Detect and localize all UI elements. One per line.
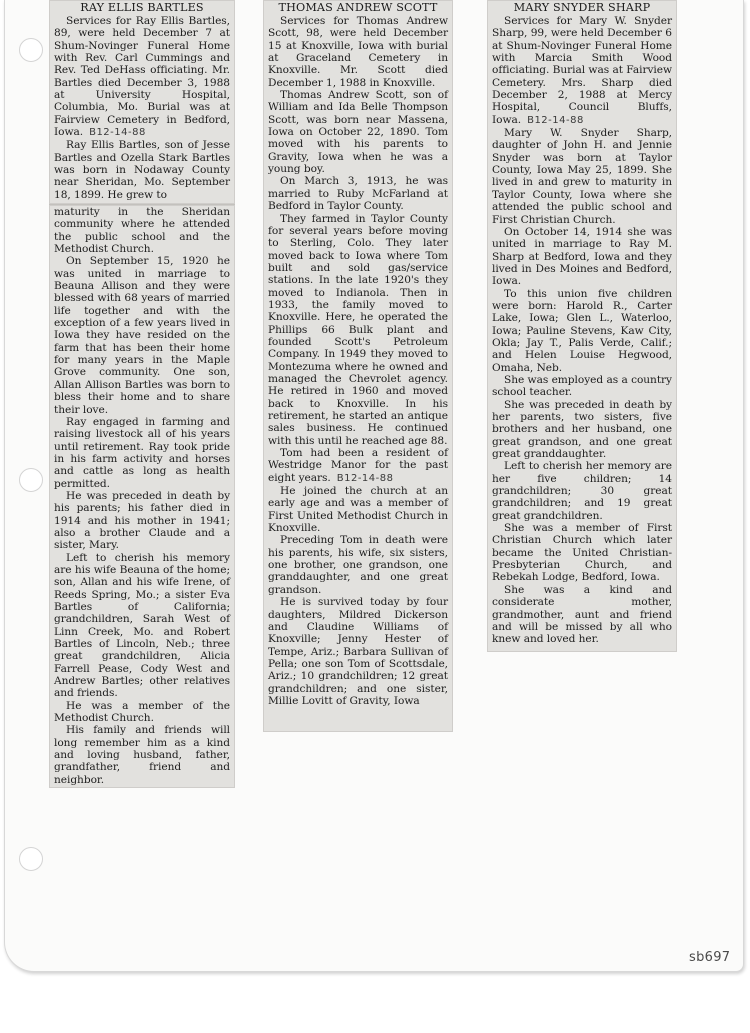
obituary-paragraph: maturity in the Sheridan community where he attended the public school and the Methodist Church. [54,206,230,256]
obituary-paragraph: He joined the church at an early age and was a member of First United Methodist Church in Knoxville. [268,485,448,535]
scrapbook-page [4,0,744,972]
obituary-paragraph: They farmed in Taylor County for several years before moving to Sterling, Colo. They later moved back to Iowa where Tom built and sold gas/service stations. In the late 1920's they moved to Indianola. Then in 1933, the family moved to Knoxville. Here, he operated the Phillips 66 Bulk plant and founded Scott's Petroleum Company. In 1949 they moved to Montezuma where he owned and managed the Chevrolet agency. He retired in 1960 and moved back to Knoxville. In his retirement, he started an antique sales business. He continued with this until he reached age 88. [268,212,448,447]
obituary-paragraph: He was preceded in death by his parents; his father died in 1914 and his mother in 1941; also a brother Claude and a sister, Mary. [54,489,230,552]
obituary-paragraph: On October 14, 1914 she was united in marriage to Ray M. Sharp at Bedford, Iowa and they lived in Des Moines and Bedford, Iowa. [492,225,672,288]
binder-hole-middle [19,468,43,492]
obituary-paragraph: To this union five children were born: Harold R., Carter Lake, Iowa; Glen L., Waterloo, Iowa; Pauline Stevens, Kaw City, Okla; Jay T., Palis Verde, Calif.; and Helen Louise Hegwood, Omaha, Neb. [492,287,672,374]
obituary-paragraph: Preceding Tom in death were his parents, his wife, six sisters, one brother, one grandson, one granddaughter, and one great grandson. [268,534,448,596]
obituary-paragraph: Left to cherish her memory are her five children; 14 grandchildren; 30 great grandchildren; and 19 great great grandchildren. [492,460,672,522]
obituary-paragraph: She was employed as a country school teacher. [492,373,672,399]
obituary-paragraph: Ray Ellis Bartles, son of Jesse Bartles and Ozella Stark Bartles was born in Nodaway County near Sheridan, Mo. September 18, 1899. He grew to [54,139,230,201]
handwritten-date: B12-14-88 [89,127,146,139]
page-number-mark: sb697 [689,950,731,965]
obituary-paragraph: He was a member of the Methodist Church. [54,699,230,725]
obituary-bartles-clipping-top [49,0,235,204]
handwritten-date: B12-14-88 [527,114,584,126]
obituary-paragraph: Tom had been a resident of Westridge Manor for the past eight years. B12-14-88 [268,447,448,484]
obituary-paragraph: She was preceded in death by her parents, two sisters, five brothers and her husband, one great grandson, and one great great granddaughter. [492,398,672,461]
obituary-paragraph: On March 3, 1913, he was married to Ruby McFarland at Bedford in Taylor County. [268,175,448,213]
binder-hole-bottom [19,847,43,871]
obituary-title: THOMAS ANDREW SCOTT [278,1,438,14]
obituary-paragraph: His family and friends will long remember him as a kind and loving husband, father, grandfather, friend and neighbor. [54,724,230,786]
obituary-paragraph: Services for Thomas Andrew Scott, 98, were held December 15 at Knoxville, Iowa with burial at Graceland Cemetery in Knoxville. Mr. Scott died December 1, 1988 in Knoxville. [268,15,448,89]
obituary-paragraph: On September 15, 1920 he was united in marriage to Beauna Allison and they were blessed with 68 years of married life together and with the exception of a few years lived in Iowa they have resided on the farm that has been their home for many years in the Maple Grove community. One son, Allan Allison Bartles was born to bless their home and to share their love. [54,255,230,416]
obituary-paragraph: Mary W. Snyder Sharp, daughter of John H. and Jennie Snyder was born at Taylor County, Iowa May 25, 1899. She lived in and grew to maturity in Taylor County, Iowa where she attended the public school and First Christian Church. [492,127,672,226]
obituary-paragraph: Services for Mary W. Snyder Sharp, 99, were held December 6 at Shum-Novinger Funeral Home with Marcia Smith Wood officiating. Burial was at Fairview Cemetery. Mrs. Sharp died December 2, 1988 at Mercy Hospital, Council Bluffs, Iowa. B12-14-88 [492,15,672,126]
obituary-paragraph: Thomas Andrew Scott, son of William and Ida Belle Thompson Scott, was born near Massena, Iowa on October 22, 1890. Tom moved with his parents to Gravity, Iowa when he was a young boy. [268,89,448,176]
obituary-paragraph: She was a member of First Christian Church which later became the United Christian-Presbyterian Church, and Rebekah Lodge, Bedford, Iowa. [492,522,672,584]
obituary-paragraph: Left to cherish his memory are his wife Beauna of the home; son, Allan and his wife Irene, of Reeds Spring, Mo.; a sister Eva Bartles of California; grandchildren, Sarah West of Linn Creek, Mo. and Robert Bartles of Lincoln, Neb.; three great grandchildren, Alicia Farrell Pease, Cody West and Andrew Bartles; other relatives and friends. [54,551,230,700]
obituary-paragraph: She was a kind and considerate mother, grandmother, aunt and friend and will be missed by all who knew and loved her. [492,583,672,646]
obituary-title: RAY ELLIS BARTLES [80,1,204,14]
obituary-paragraph: Services for Ray Ellis Bartles, 89, were held December 7 at Shum-Novinger Funeral Home with Rev. Carl Cummings and Rev. Ted DeHass officiating. Mr. Bartles died December 3, 1988 at University Hospital, Columbia, Mo. Burial was at Fairview Cemetery in Bedford, Iowa. B12-14-88 [54,15,230,139]
obituary-scott-clipping [263,0,453,732]
obituary-sharp-clipping [487,0,677,652]
obituary-title: MARY SNYDER SHARP [513,1,651,14]
obituary-paragraph: Ray engaged in farming and raising livestock all of his years until retirement. Ray took pride in his farm activity and horses and cattle as long as health permitted. [54,415,230,490]
handwritten-date: B12-14-88 [336,472,394,484]
binder-hole-top [19,38,43,62]
obituary-bartles-clipping-bottom [49,204,235,788]
obituary-paragraph: He is survived today by four daughters, Mildred Dickerson and Claudine Williams of Knoxville; Jenny Hester of Tempe, Ariz.; Barbara Sullivan of Pella; one son Tom of Scottsdale, Ariz.; 10 grandchildren; 12 great grandchildren; and one sister, Millie Lovitt of Gravity, Iowa [268,596,448,707]
